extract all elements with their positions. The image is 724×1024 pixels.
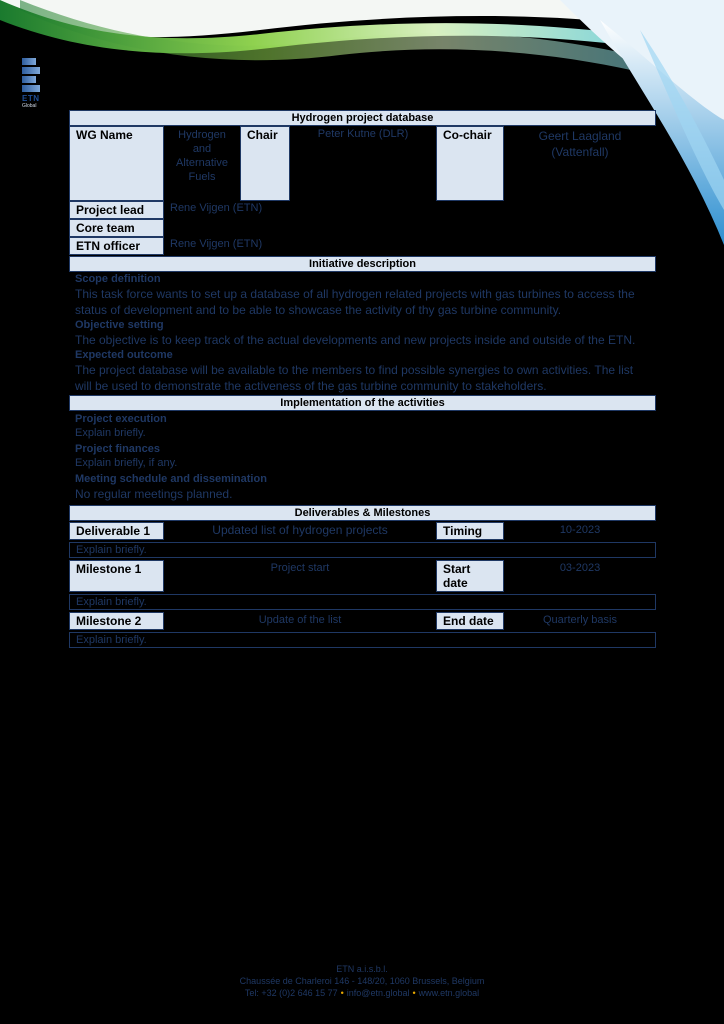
- initiative-title: Initiative description: [69, 256, 656, 272]
- milestone-2-key: End date: [436, 612, 504, 630]
- bullet-icon: •: [340, 988, 344, 998]
- footer-email-link[interactable]: info@etn.global: [346, 988, 410, 998]
- deliverable-1-row: [69, 522, 656, 540]
- finances-text: Explain briefly, if any.: [75, 457, 178, 469]
- etn-officer-label: ETN officer: [69, 237, 164, 255]
- deliverable-1-key: Timing: [436, 522, 504, 540]
- logo-sub: Global: [22, 103, 37, 109]
- footer-org: ETN a.i.s.b.l.: [336, 964, 388, 974]
- outcome-label: Expected outcome: [75, 349, 173, 361]
- footer: [0, 963, 724, 999]
- wg-name-value: Hydrogen and Alternative Fuels: [176, 129, 228, 183]
- core-team-value: [164, 219, 176, 237]
- scope-text: This task force wants to set up a database of all hydrogen related projects with gas turbines to access the status of development and to be able to showcase the activity of thy gas turbine community.: [75, 287, 635, 317]
- meeting-label: Meeting schedule and dissemination: [75, 473, 267, 485]
- milestone-1-value: Project start: [270, 562, 330, 574]
- etn-officer-row: [69, 237, 656, 255]
- cochair-label: Co-chair: [436, 126, 504, 201]
- footer-tel: Tel: +32 (0)2 646 15 77: [244, 988, 338, 998]
- etn-logo: [22, 58, 48, 109]
- etn-officer-value: Rene Vijgen (ETN): [170, 238, 263, 250]
- deliverable-1-label: Deliverable 1: [69, 522, 164, 540]
- milestone-1-note: Explain briefly.: [69, 594, 656, 610]
- objective-text: The objective is to keep track of the actual developments and new projects inside and outside of the ETN.: [75, 333, 636, 347]
- deliverable-1-date: 10-2023: [559, 524, 601, 536]
- project-sheet: [69, 110, 656, 648]
- finances-label: Project finances: [75, 443, 160, 455]
- milestone-2-date: Quarterly basis: [543, 614, 617, 626]
- cochair-value: Geert Laagland (Vattenfall): [538, 129, 622, 159]
- core-team-row: [69, 219, 656, 237]
- milestone-2-note: Explain briefly.: [69, 632, 656, 648]
- footer-web-link[interactable]: www.etn.global: [418, 988, 480, 998]
- wg-name-label: WG Name: [69, 126, 164, 201]
- deliverables-title: Deliverables & Milestones: [69, 505, 656, 521]
- footer-address: Chaussée de Charleroi 146 - 148/20, 1060 Brussels, Belgium: [239, 976, 485, 986]
- execution-text: Explain briefly.: [75, 427, 146, 439]
- project-lead-label: Project lead: [69, 201, 164, 219]
- milestone-1-row: [69, 560, 656, 592]
- milestone-2-row: [69, 612, 656, 630]
- page-title: Hydrogen project database: [69, 110, 656, 126]
- meeting-text: No regular meetings planned.: [75, 487, 233, 501]
- objective-label: Objective setting: [75, 319, 164, 331]
- wg-row: [69, 126, 656, 201]
- deliverable-1-note: Explain briefly.: [69, 542, 656, 558]
- chair-label: Chair: [240, 126, 290, 201]
- milestone-1-date: 03-2023: [559, 562, 601, 574]
- bullet-icon: •: [412, 988, 416, 998]
- logo-name: ETN: [22, 94, 40, 103]
- core-team-label: Core team: [69, 219, 164, 237]
- milestone-1-key: Start date: [436, 560, 504, 592]
- scope-label: Scope definition: [75, 273, 161, 285]
- execution-label: Project execution: [75, 413, 167, 425]
- milestone-1-label: Milestone 1: [69, 560, 164, 592]
- project-lead-row: [69, 201, 656, 219]
- chair-value: Peter Kutne (DLR): [317, 128, 409, 140]
- milestone-2-value: Update of the list: [258, 614, 342, 626]
- milestone-2-label: Milestone 2: [69, 612, 164, 630]
- deliverable-1-value: Updated list of hydrogen projects: [212, 523, 388, 537]
- footer-contacts: [0, 987, 724, 999]
- project-lead-value: Rene Vijgen (ETN): [170, 202, 263, 214]
- implementation-title: Implementation of the activities: [69, 395, 656, 411]
- outcome-text: The project database will be available to the members to find possible synergies to own activities. The list will be used to demonstrate the activeness of the gas turbine community to stakeholders.: [75, 363, 634, 393]
